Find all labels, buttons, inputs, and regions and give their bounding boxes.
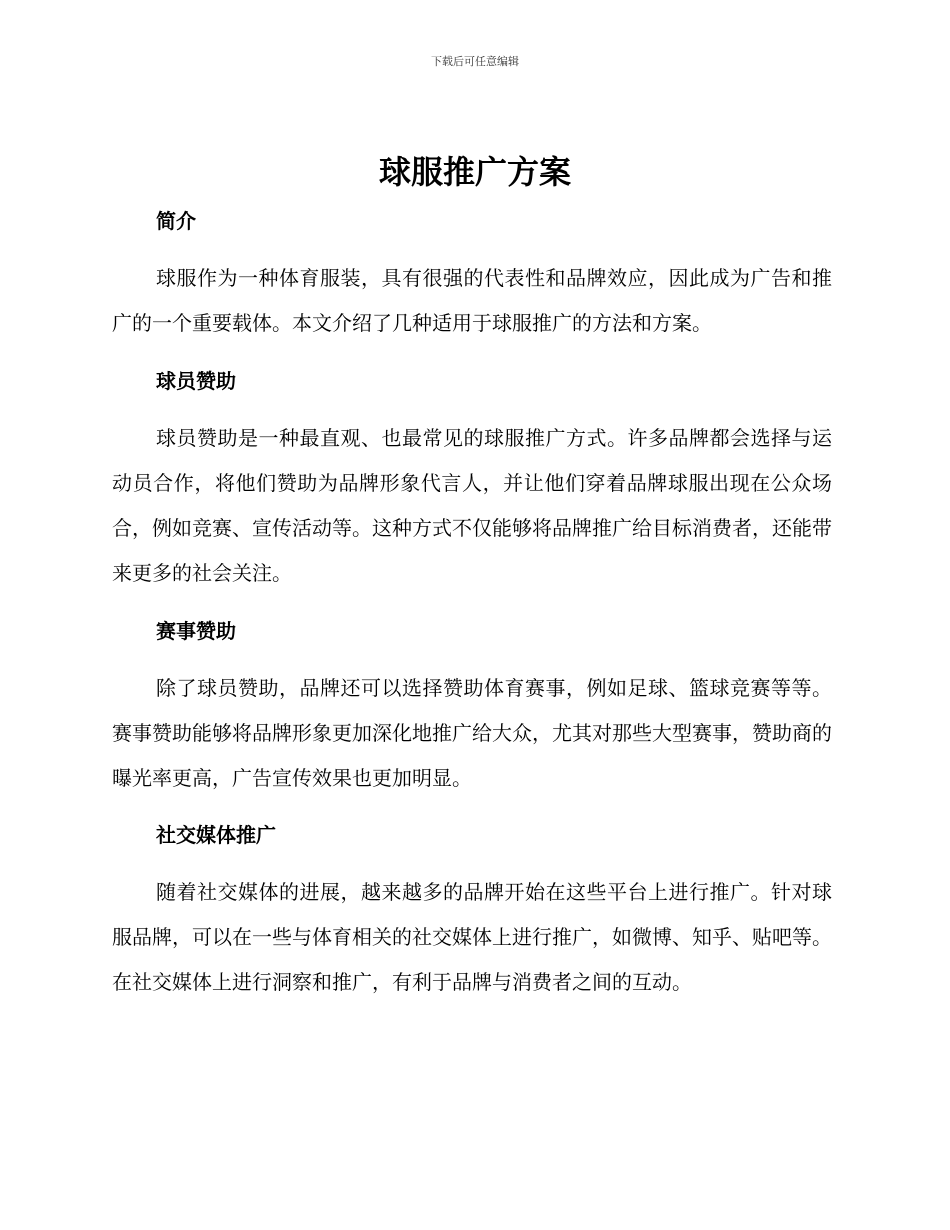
section-body-event-sponsorship: 除了球员赞助，品牌还可以选择赞助体育赛事，例如足球、篮球竞赛等等。赛事赞助能够将品牌形象更加深化地推广给大众，尤其对那些大型赛事，赞助商的曝光率更高，广告宣传效果也更加明显。 [112, 676, 832, 790]
section-body-social-media: 随着社交媒体的进展，越来越多的品牌开始在这些平台上进行推广。针对球服品牌，可以在一些与体育相关的社交媒体上进行推广，如微博、知乎、贴吧等。在社交媒体上进行洞察和推广，有利于品牌与消费者之间的互动。 [112, 880, 832, 994]
section-heading-event-sponsorship: 赛事赞助 [156, 619, 236, 643]
document-title: 球服推广方案 [378, 153, 571, 191]
section-heading-social-media: 社交媒体推广 [156, 823, 276, 847]
section-body-player-sponsorship: 球员赞助是一种最直观、也最常见的球服推广方式。许多品牌都会选择与运动员合作，将他们赞助为品牌形象代言人，并让他们穿着品牌球服出现在公众场合，例如竞赛、宣传活动等。这种方式不仅能够将品牌推广给目标消费者，还能带来更多的社会关注。 [112, 426, 832, 585]
section-heading-intro: 简介 [156, 209, 196, 233]
section-heading-player-sponsorship: 球员赞助 [156, 369, 236, 393]
page-header-note: 下载后可任意编辑 [431, 55, 519, 68]
section-body-intro: 球服作为一种体育服装，具有很强的代表性和品牌效应，因此成为广告和推广的一个重要载体。本文介绍了几种适用于球服推广的方法和方案。 [112, 266, 832, 335]
